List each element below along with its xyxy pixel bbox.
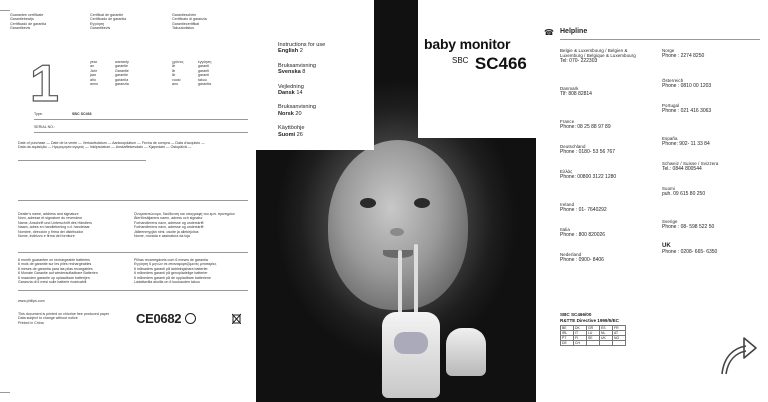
table-cell: DK (574, 326, 587, 331)
model-block (452, 54, 527, 74)
table-cell: BE (561, 326, 574, 331)
year-col-4 (198, 60, 211, 86)
menu-item-page: 2 (299, 48, 303, 55)
helpline-col-2 (662, 48, 762, 269)
menu-item[interactable] (278, 63, 325, 76)
big-number: 1 (30, 55, 59, 113)
table-cell: GR (587, 326, 600, 331)
text: 6 måneders garanti på de oppladbare batteriene (134, 275, 211, 280)
phone: Phone: 00800 3122 1280 (560, 174, 617, 181)
text: Nom, adresse et signature du revendeur (18, 216, 83, 221)
phone: Tel.: 0844 800544 (662, 166, 702, 173)
phone: Phone : 2274 8250 (662, 53, 705, 60)
helpline-entry (560, 48, 670, 78)
menu-item-page: 8 (302, 69, 306, 76)
turn-page-arrow-icon (714, 334, 758, 383)
divider (18, 290, 248, 291)
ce-mark (136, 311, 196, 326)
country: Österreich (662, 78, 684, 83)
text: Nombre, dirección y firma del distribuidor (18, 229, 84, 234)
text: Certificato di garanzia (172, 17, 207, 22)
menu-item-lang: Instructions for use (278, 42, 326, 48)
battery-guarantee-left (18, 258, 130, 284)
table-cell: IT (574, 331, 587, 336)
text: Garantibevis (90, 26, 111, 31)
text: 6 måneders garanti på genopladelige batterier (134, 271, 208, 276)
country: Norge (662, 48, 675, 53)
menu-item-page: 26 (296, 131, 303, 138)
helpline-entry (560, 169, 670, 194)
helpline-col-1 (560, 48, 670, 277)
text: Nome, indirizzo e firma del fornitore (18, 234, 75, 239)
phone-icon: ☎ (544, 28, 554, 37)
text: an (90, 64, 94, 69)
text: Ονοματεπώνυμο, διεύθυνση και υπογραφή του εμπ. πρατηρίου (134, 212, 235, 216)
guarantee-panel (0, 0, 256, 402)
text: Garantieschein (172, 13, 197, 17)
text: Date of purchase — Date de la vente — Verkaufsdatum — Aankoopdatum — Fecha de compra — Data d'acquisto — (18, 141, 205, 145)
year-col-2 (115, 60, 129, 86)
phone: Tlf: 808 82814 (560, 91, 592, 98)
divider (34, 119, 248, 120)
menu-item-lang: Bruksanvisning (278, 62, 316, 69)
text: Εγγύηση 6 μηνών σε επαναφορτιζόμενες μπαταρίες (134, 262, 217, 267)
text: Jahr (90, 68, 97, 73)
guarantee-labels-col2 (90, 13, 165, 31)
country: Deutschland (560, 144, 586, 149)
text: garantie (115, 73, 128, 78)
eye (360, 198, 376, 208)
text: Pilhas recarregáveis com 6 meses de garantia (134, 258, 208, 262)
divider (18, 160, 146, 161)
table-cell: LU (587, 331, 600, 336)
text: garantie (115, 64, 128, 69)
rtte-title: R&TTE Directive 1999/5/EC (560, 318, 619, 323)
text: año (90, 77, 96, 82)
rtte-table (560, 325, 626, 346)
text: garanti (198, 64, 209, 69)
phone: Phone: 08 25 88 97 89 (560, 124, 611, 131)
text: χρόνος (172, 60, 184, 64)
text: Εγγύηση (90, 21, 105, 26)
text: Garantiecertifikat (172, 21, 200, 26)
crop-mark (0, 392, 10, 393)
menu-item-page: 20 (295, 110, 302, 117)
menu-item-name: Suomi (278, 131, 296, 138)
country: España (662, 136, 678, 141)
phone: Phone : 0810 00 1203 (662, 83, 712, 90)
text: Naam, adres en handtekening v.d. handelaar (18, 225, 90, 230)
text: 6 meses de garantía para las pilas recargables (18, 266, 93, 271)
text: year (90, 60, 97, 64)
helpline-entry (560, 86, 670, 111)
phone: Phone : 0208- 665- 6350 (662, 249, 718, 256)
text: år (172, 68, 176, 73)
text: Certificado de garantia (90, 17, 127, 22)
helpline-entry (662, 186, 762, 211)
text: Name, Anschrift und Unterschrift des Händlers (18, 220, 92, 225)
menu-item[interactable] (278, 84, 325, 97)
text: Data da aquisição — Ημερομηνία αγοράς — Inköpsdatum — Anskaffelsesdato — Kjøpedato — Ostopäivä — (18, 145, 192, 150)
text: Återförsäljarens namn, adress och signatur (134, 216, 203, 221)
helpline-panel (536, 0, 768, 402)
text: Garantiebewijs (10, 17, 34, 22)
text: garanti (198, 68, 209, 73)
text: ano (172, 82, 178, 87)
helpline-entry (662, 219, 762, 244)
table-cell: IRL (561, 331, 574, 336)
eye (414, 198, 430, 208)
guarantee-labels-col3 (172, 13, 247, 31)
table-cell (600, 341, 613, 346)
country: Nederland (560, 252, 582, 257)
country: Schweiz / Suisse / Svizzera (662, 161, 719, 166)
crop-mark (0, 10, 10, 11)
phone: Phone : 800 820026 (560, 232, 606, 239)
text: Takuutodistus (172, 26, 194, 31)
antenna (398, 250, 402, 316)
text: Nome, morada e assinatura da loja (134, 234, 190, 239)
country: France (560, 119, 575, 124)
ce-mark-text: CE0682 (136, 311, 182, 326)
menu-item-name: Norsk (278, 110, 294, 117)
text: garanzia (115, 82, 129, 87)
text: Dealer's name, address and signature (18, 212, 79, 216)
print-footer (18, 312, 128, 325)
model-number: SC466 (474, 54, 527, 73)
helpline-entry (560, 202, 670, 227)
table-cell: UK (600, 336, 613, 341)
menu-item-lang: Käyttöohje (278, 125, 305, 132)
type-label: Type: (34, 112, 43, 116)
helpline-entry (662, 136, 762, 161)
divider (34, 132, 248, 133)
country: Portugal (662, 103, 680, 108)
country: Ireland (560, 202, 575, 207)
menu-item-name: Svenska (278, 69, 301, 76)
menu-item-name: English (278, 48, 299, 55)
country: Italia (560, 227, 570, 232)
text: Jälleenmyyjän nimi, osoite ja allekirjoitus (134, 229, 199, 234)
table-cell: DE (561, 341, 574, 346)
text: Guarantee certificate (10, 13, 44, 17)
helpline-entry (560, 144, 670, 169)
table-cell: PT (561, 336, 574, 341)
type-value: SBC SC466 (72, 112, 92, 116)
text: Forhandlerens navn, adresse og underskrift (134, 225, 204, 230)
helpline-title: Helpline (560, 28, 588, 35)
helpline-entry (662, 161, 762, 186)
phone: puh. 09 615 80 250 (662, 191, 706, 198)
text: år (172, 73, 176, 78)
text: Forhandlerens navn, adresse og underskrift (134, 220, 204, 225)
speaker-grille (394, 332, 428, 354)
table-cell: NO (613, 336, 626, 341)
country: UK (662, 243, 671, 249)
helpline-entry (662, 103, 762, 128)
phone: Phone : 0180- 53 56 767 (560, 149, 616, 156)
text: anno (90, 82, 98, 87)
menu-item-name: Dansk (278, 90, 295, 97)
nose (390, 228, 404, 236)
menu-item[interactable] (278, 125, 325, 138)
brand-title: baby monitor (424, 36, 511, 52)
text: Printed in China (18, 320, 44, 325)
phone: Phone : 021 416 3063 (662, 108, 712, 115)
recycle-icon (232, 311, 241, 322)
text: jaar (90, 73, 96, 78)
text: εγγύηση (198, 60, 212, 64)
text: 6 maanden garantie op oplaadbare batterijen (18, 275, 90, 280)
cover-panel (256, 0, 536, 402)
text: Garantie (115, 68, 129, 73)
table-row (561, 341, 626, 346)
website: www.philips.com (18, 299, 45, 303)
text: 6 month guarantee on rechargeable batteries (18, 258, 90, 262)
phone: Phone : 0900- 8406 (560, 257, 604, 264)
language-menu (278, 42, 325, 138)
menu-item[interactable] (278, 42, 325, 55)
dealer-info-left (18, 212, 130, 238)
country: Danmark (560, 86, 579, 91)
helpline-entry (662, 244, 762, 269)
text: Ladattavilla akuilla on 6 kuukauden takuu (134, 280, 200, 285)
text: 6 Monate Garantie auf wiederaufladbare Batterien (18, 271, 98, 276)
table-cell: SE (587, 336, 600, 341)
divider (18, 252, 248, 253)
menu-item-lang: Bruksanvisning (278, 104, 316, 111)
phone: Phone : 01- 7640292 (560, 207, 607, 214)
year-col-3 (172, 60, 183, 86)
text: 6 mois de garantie sur les piles rechargeables (18, 262, 92, 267)
helpline-entry (560, 119, 670, 144)
text: 6 månaders garanti på laddningsbara batterier (134, 266, 208, 271)
table-cell (587, 341, 600, 346)
phone: Phone: 902- 11 33 84 (662, 141, 710, 148)
country: Ελλάς (560, 169, 573, 174)
guarantee-labels-col1 (10, 13, 80, 31)
baby-monitor-device (364, 298, 494, 398)
table-cell: CH (574, 341, 587, 346)
alert-circle-icon (185, 313, 196, 324)
country: Suomi (662, 186, 675, 191)
serial-label: SERIAL NO.: (34, 125, 56, 129)
text: Data subject to change without notice (18, 316, 78, 321)
text: Garantibevis (10, 26, 31, 31)
table-cell: AT (613, 331, 626, 336)
text: garantia (198, 82, 211, 87)
text: Certificat de garantie (90, 13, 124, 17)
text: warranty (115, 60, 129, 64)
text: garantía (115, 77, 129, 82)
text: vuosi (172, 77, 181, 82)
table-cell: FI (574, 336, 587, 341)
country: Belgie & Luxembourg / Belgien & Luxemburg / Belgique & Luxembourg (560, 48, 636, 59)
phone: Phone : 08- 598 522 50 (662, 224, 715, 231)
parent-unit (382, 312, 440, 398)
helpline-entry (560, 227, 670, 252)
table-cell: FR (613, 326, 626, 331)
phone: Tel: 070- 222303 (560, 58, 598, 65)
table-cell: NL (600, 331, 613, 336)
text: garanti (198, 73, 209, 78)
baby-unit (446, 328, 486, 376)
dealer-info-right (134, 212, 254, 238)
text: This document is printed on chlorine free produced paper (18, 312, 110, 316)
date-of-purchase (18, 141, 254, 150)
country: Sverige (662, 219, 678, 224)
menu-item[interactable] (278, 104, 325, 117)
helpline-entry (662, 48, 762, 78)
divider (18, 200, 248, 201)
text: år (172, 64, 176, 69)
divider (560, 39, 760, 40)
rtte-model: SBC SC466/00 (560, 312, 592, 317)
battery-guarantee-right (134, 258, 254, 284)
helpline-entry (662, 78, 762, 103)
table-cell (613, 341, 626, 346)
rtte-block (560, 312, 626, 346)
table-cell: ES (600, 326, 613, 331)
menu-item-page: 14 (296, 90, 303, 97)
year-col-1 (90, 60, 98, 86)
text: takuu (198, 77, 207, 82)
helpline-entry (560, 252, 670, 277)
model-prefix: SBC (452, 56, 469, 65)
menu-item-lang: Vejledning (278, 83, 304, 90)
text: Certificado de garantia (10, 21, 47, 26)
antenna (414, 244, 418, 316)
text: Garanzia di 6 mesi sulle batterie ricaricabili (18, 280, 87, 285)
